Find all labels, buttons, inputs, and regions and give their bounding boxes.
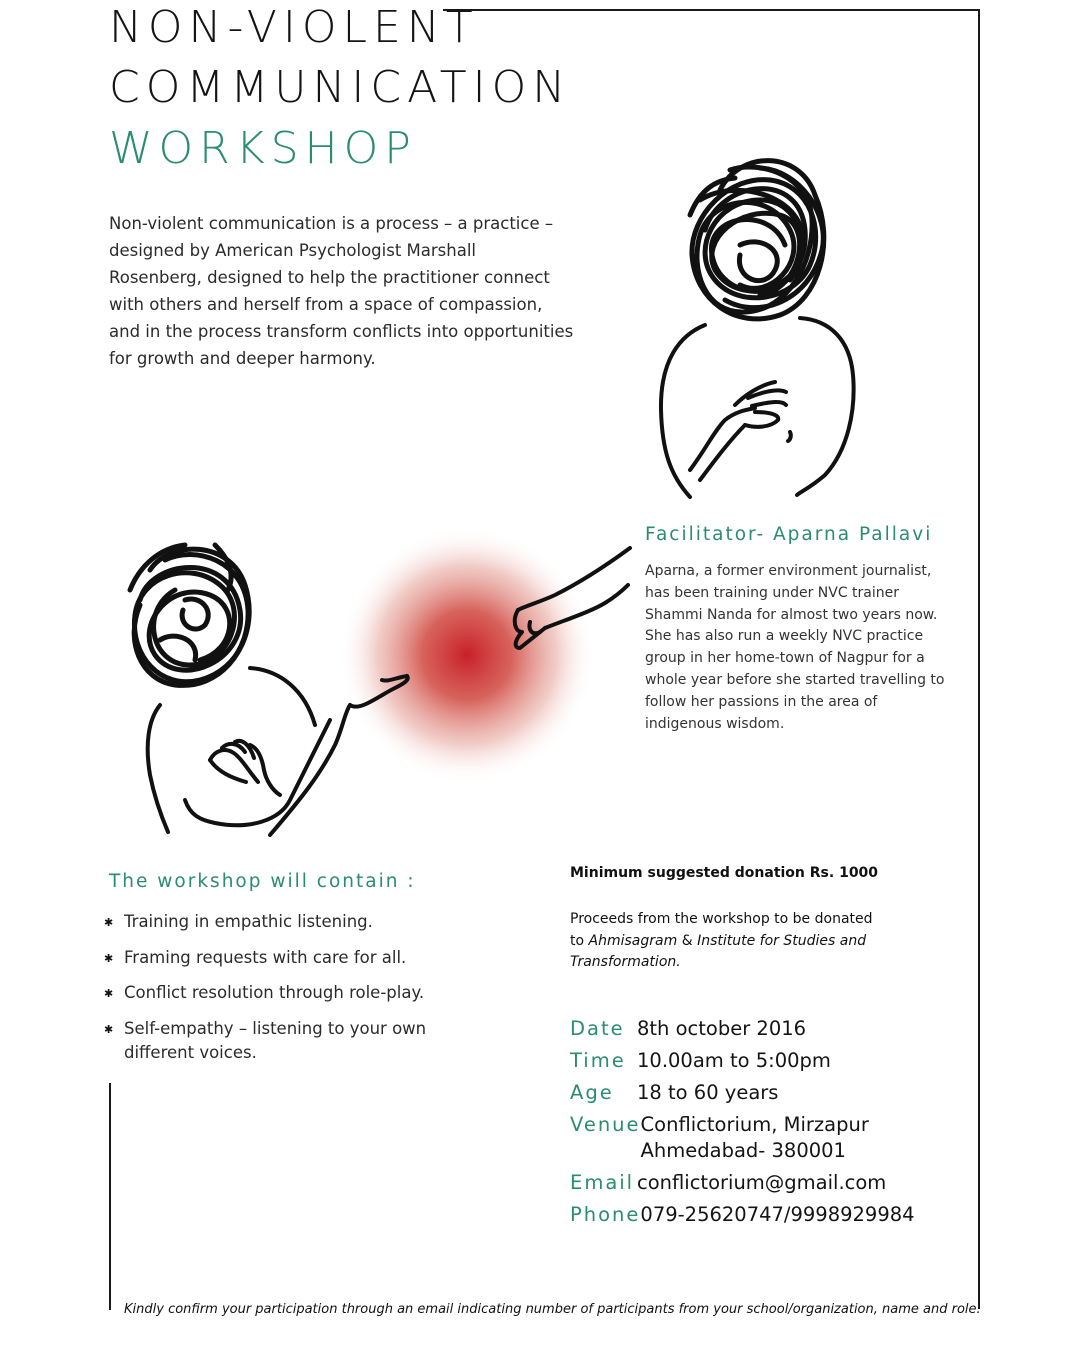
proceeds-text: Proceeds from the workshop to be donated to Ahmisagram & Institute for Studies and Transformation. xyxy=(570,911,873,970)
date-label: Date xyxy=(570,1017,625,1040)
title-line-1: NON-VIOLENT xyxy=(109,2,479,53)
hair-scribble-bottom xyxy=(130,545,249,685)
list-item: ✱ Training in empathic listening. xyxy=(104,910,464,936)
email-value[interactable]: conflictorium@gmail.com xyxy=(637,1171,887,1194)
title-line-2: COMMUNICATION xyxy=(109,62,572,113)
date-value: 8th october 2016 xyxy=(637,1017,807,1040)
intro-paragraph: Non-violent communication is a process – a practice – designed by American Psychologist Marshall Rosenberg, designed to help the practitioner connect with others and herself from a space of compassion, and in the process transform conflicts into opportunities for growth and deeper harmony. xyxy=(109,214,574,368)
facilitator-title: Facilitator- Aparna Pallavi xyxy=(645,524,933,545)
list-item: ✱ Framing requests with care for all. xyxy=(104,946,464,972)
facilitator-bio: Aparna, a former environment journalist, has been training under NVC trainer Shammi Nanda for almost two years now. She has also run a weekly NVC practice group in her home-town of Nagpur for a whole year before she started travelling to follow her passions in the area of indigenous wisdom. xyxy=(645,563,945,732)
age-label: Age xyxy=(570,1081,614,1104)
date-row xyxy=(570,1016,970,1042)
contents-title: The workshop will contain : xyxy=(109,871,416,892)
venue-value: Conflictorium, Mirzapur Ahmedabad- 380001 xyxy=(640,1113,869,1162)
hair-scribble-top xyxy=(690,161,824,319)
title-line-3: WORKSHOP xyxy=(109,123,417,174)
bullet-icon: ✱ xyxy=(104,1022,114,1036)
email-label: Email xyxy=(570,1171,635,1194)
bullet-icon: ✱ xyxy=(104,987,114,1000)
phone-label: Phone xyxy=(570,1203,641,1226)
footer-note: Kindly confirm your participation through an email indicating number of participants from your school/organization, name and role. xyxy=(124,1302,981,1317)
contents-list xyxy=(104,910,464,1076)
bullet-icon: ✱ xyxy=(104,916,114,929)
venue-row xyxy=(570,1112,970,1164)
event-details xyxy=(570,1016,970,1234)
phone-value[interactable]: 079-25620747/9998929984 xyxy=(640,1203,915,1226)
bullet-icon: ✱ xyxy=(104,951,114,965)
time-value: 10.00am to 5:00pm xyxy=(637,1049,831,1072)
venue-label: Venue xyxy=(570,1113,641,1136)
time-label: Time xyxy=(570,1049,626,1072)
red-glow xyxy=(339,527,595,783)
phone-row xyxy=(570,1202,970,1228)
time-row xyxy=(570,1048,970,1074)
age-value: 18 to 60 years xyxy=(637,1081,779,1104)
donation-text: Minimum suggested donation Rs. 1000 xyxy=(570,865,879,881)
age-row xyxy=(570,1080,970,1106)
list-item: ✱ Conflict resolution through role-play. xyxy=(104,981,464,1007)
figure-top-right xyxy=(661,161,854,497)
email-row xyxy=(570,1170,970,1196)
list-item: ✱ Self-empathy – listening to your own different voices. xyxy=(104,1018,427,1062)
